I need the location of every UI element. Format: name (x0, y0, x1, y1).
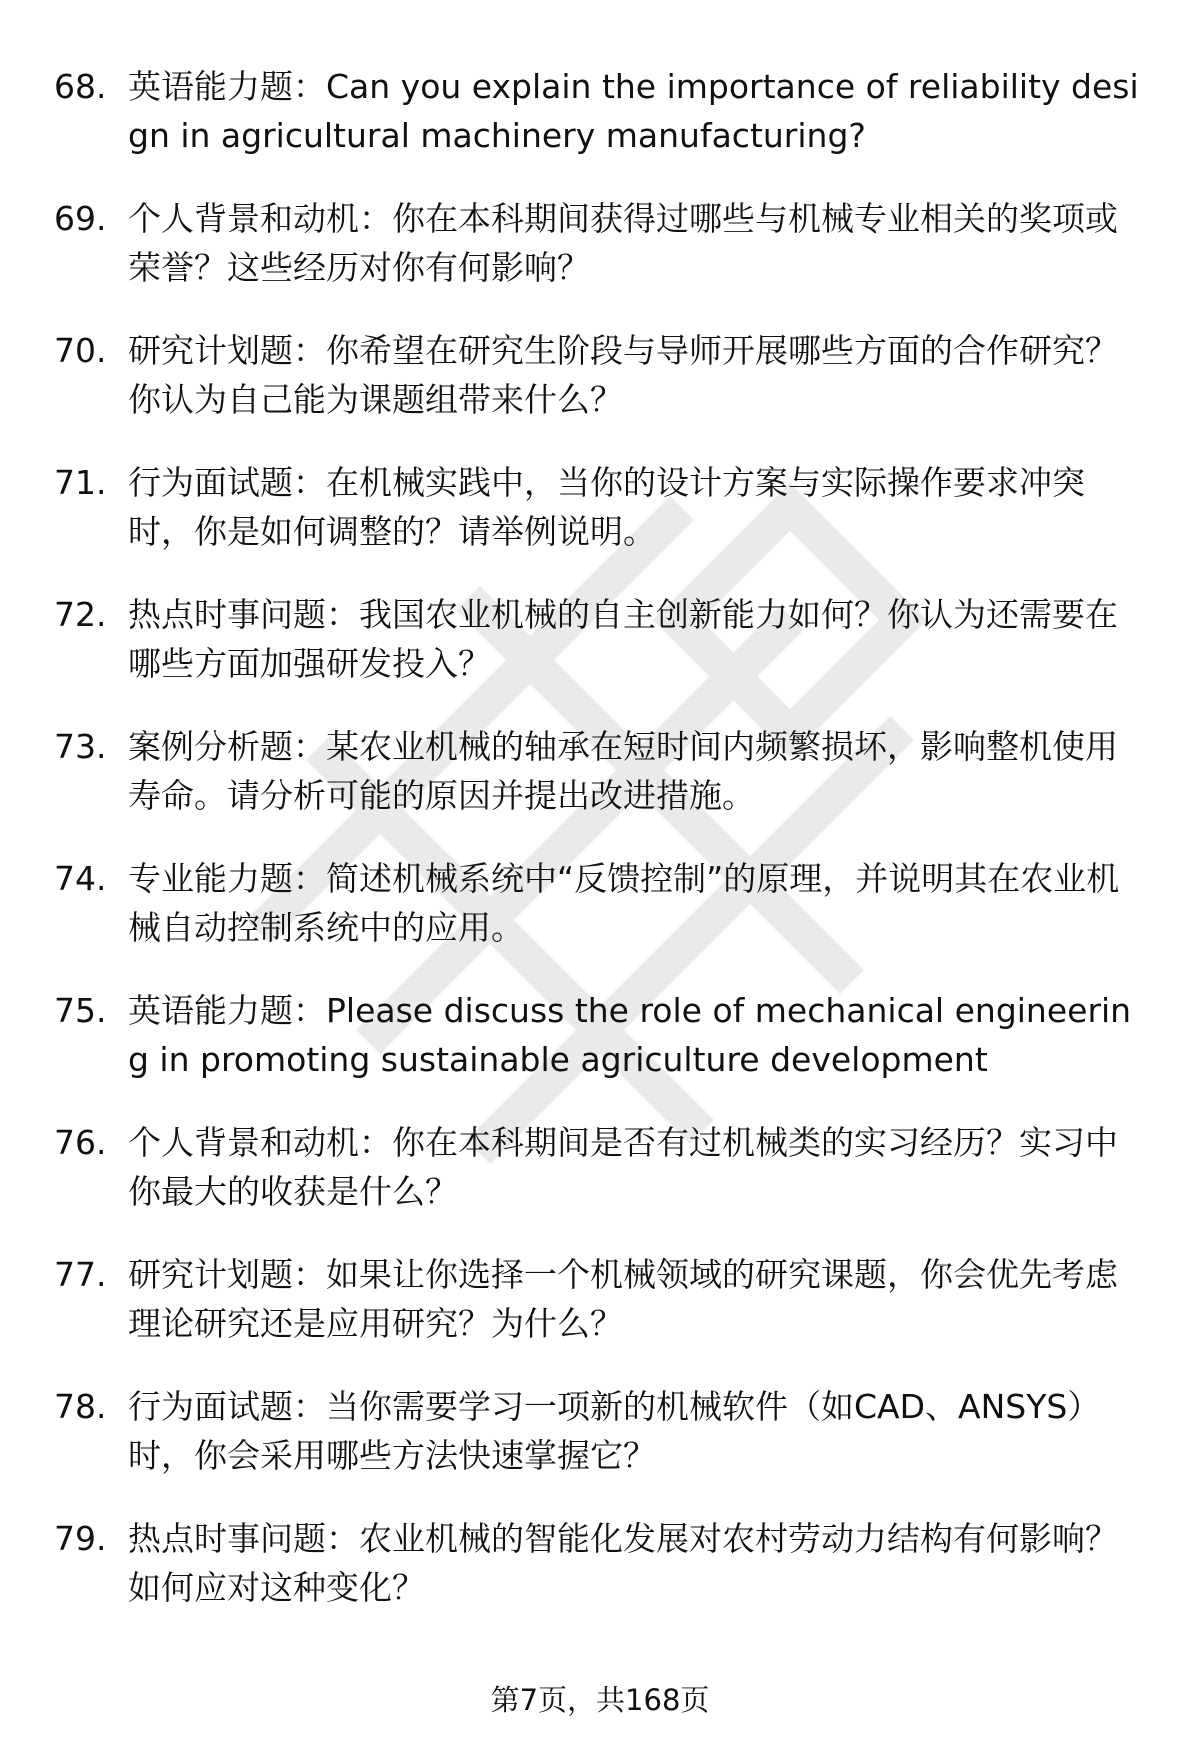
question-text: 个人背景和动机：你在本科期间是否有过机械类的实习经历？实习中你最大的收获是什么？ (128, 1123, 1118, 1211)
question-item (0, 194, 1200, 292)
question-item (0, 1118, 1200, 1216)
question-text: 英语能力题：Can you explain the importance of reliability design in agricultural machinery manufacturing? (128, 67, 1139, 155)
question-item (0, 722, 1200, 820)
question-item (0, 458, 1200, 556)
question-item (0, 1382, 1200, 1480)
question-text: 个人背景和动机：你在本科期间获得过哪些与机械专业相关的奖项或荣誉？这些经历对你有何影响？ (128, 199, 1118, 287)
question-number: 77. (54, 1255, 107, 1294)
question-item (0, 326, 1200, 424)
question-number: 73. (54, 727, 107, 766)
question-item (0, 854, 1200, 952)
question-number: 76. (54, 1123, 107, 1162)
question-text: 英语能力题：Please discuss the role of mechanical engineering in promoting sustainable agriculture development (128, 991, 1132, 1079)
question-item (0, 1250, 1200, 1348)
question-number: 79. (54, 1519, 107, 1558)
question-text: 案例分析题：某农业机械的轴承在短时间内频繁损坏，影响整机使用寿命。请分析可能的原因并提出改进措施。 (128, 727, 1118, 815)
question-number: 78. (54, 1387, 107, 1426)
question-item (0, 62, 1200, 160)
question-list (0, 62, 1200, 1646)
question-text: 专业能力题：简述机械系统中“反馈控制”的原理，并说明其在农业机械自动控制系统中的应用。 (128, 859, 1120, 947)
question-number: 70. (54, 331, 107, 370)
question-text: 行为面试题：在机械实践中，当你的设计方案与实际操作要求冲突时，你是如何调整的？请举例说明。 (128, 463, 1085, 551)
question-text: 研究计划题：你希望在研究生阶段与导师开展哪些方面的合作研究？你认为自己能为课题组带来什么？ (128, 331, 1118, 419)
question-item (0, 986, 1200, 1084)
question-item (0, 590, 1200, 688)
question-item (0, 1514, 1200, 1612)
question-text: 行为面试题：当你需要学习一项新的机械软件（如CAD、ANSYS）时，你会采用哪些方法快速掌握它？ (128, 1387, 1101, 1475)
question-text: 热点时事问题：我国农业机械的自主创新能力如何？你认为还需要在哪些方面加强研发投入？ (128, 595, 1118, 683)
question-text: 研究计划题：如果让你选择一个机械领域的研究课题，你会优先考虑理论研究还是应用研究？为什么？ (128, 1255, 1118, 1343)
question-text: 热点时事问题：农业机械的智能化发展对农村劳动力结构有何影响？如何应对这种变化？ (128, 1519, 1118, 1607)
question-number: 74. (54, 859, 107, 898)
question-number: 69. (54, 199, 107, 238)
question-number: 75. (54, 991, 107, 1030)
page-footer: 第7页，共168页 (490, 1683, 710, 1717)
question-number: 68. (54, 67, 107, 106)
question-number: 71. (54, 463, 107, 502)
question-number: 72. (54, 595, 107, 634)
